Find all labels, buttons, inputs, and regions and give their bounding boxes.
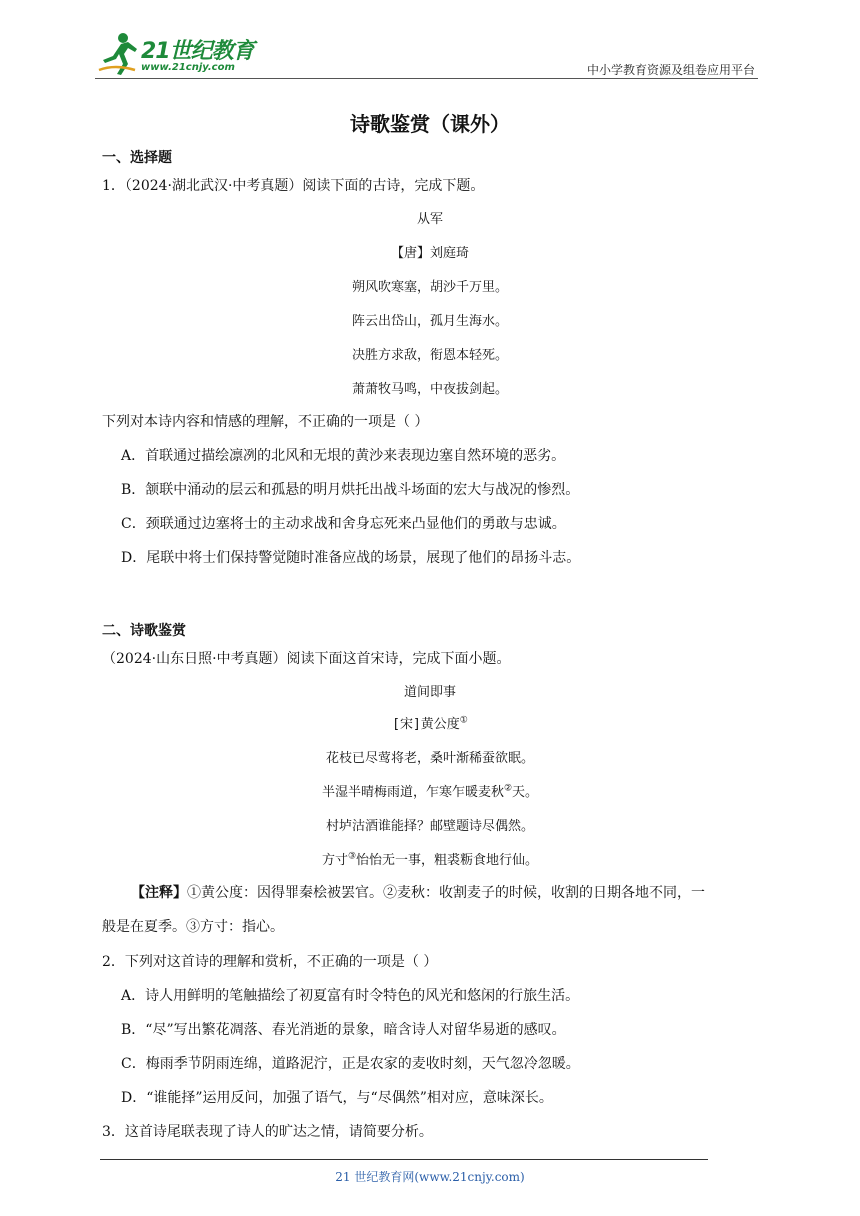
poem1-line: 朔风吹寒塞，胡沙千万里。 (351, 280, 508, 295)
header-divider (95, 78, 758, 79)
q1-option-a: A．首联通过描绘凛冽的北风和无垠的黄沙来表现边塞自然环境的恶劣。 (121, 448, 566, 464)
q3-question: 3．这首诗尾联表现了诗人的旷达之情，请简要分析。 (102, 1124, 433, 1140)
poem1-line: 萧萧牧马鸣，中夜拔剑起。 (351, 382, 508, 397)
section2-heading: 二、诗歌鉴赏 (102, 623, 186, 639)
runner-logo-icon (95, 30, 139, 76)
q1-option-b: B．颔联中涌动的层云和孤悬的明月烘托出战斗场面的宏大与战况的惨烈。 (121, 482, 580, 498)
poem1-title: 从军 (416, 212, 443, 227)
footer-divider (100, 1159, 708, 1160)
logo-url: www.21cnjy.com (141, 62, 235, 73)
note-line2: 般是在夏季。③方寸：指心。 (102, 919, 284, 935)
poem2-line: 半湿半晴梅雨道，乍寒乍暖麦秋②天。 (321, 783, 539, 800)
poem1-line: 阵云出岱山，孤月生海水。 (351, 314, 508, 329)
q2-option-b: B．“尽”写出繁花凋落、春光消逝的景象，暗含诗人对留华易逝的感叹。 (121, 1022, 566, 1038)
poem1-author: 【唐】刘庭琦 (390, 246, 469, 261)
poem2-author: [宋]黄公度① (392, 715, 468, 732)
footer-link[interactable]: 21 世纪教育网(www.21cnjy.com) (335, 1170, 525, 1184)
q2-option-d: D．“谁能择”运用反问，加强了语气，与“尽偶然”相对应，意味深长。 (121, 1090, 553, 1106)
q1-intro: 1．（2024·湖北武汉·中考真题）阅读下面的古诗，完成下题。 (102, 178, 485, 194)
platform-name: 中小学教育资源及组卷应用平台 (586, 63, 755, 77)
q1-option-d: D．尾联中将士们保持警觉随时准备应战的场景，展现了他们的昂扬斗志。 (121, 550, 581, 566)
poem2-line: 花枝已尽莺将老，桑叶渐稀蚕欲眠。 (325, 751, 534, 766)
poem2-line: 村垆沽酒谁能择？邮壁题诗尽偶然。 (325, 819, 534, 834)
logo-text: 21世纪教育 (141, 39, 254, 64)
q2-option-a: A．诗人用鲜明的笔触描绘了初夏富有时令特色的风光和悠闲的行旅生活。 (121, 988, 580, 1004)
poem1-line: 决胜方求敌，衔恩本轻死。 (351, 348, 508, 363)
section1-heading: 一、选择题 (102, 150, 172, 166)
poem2-line: 方寸③怡怡无一事，粗裘粝食地行仙。 (321, 851, 539, 868)
q1-question: 下列对本诗内容和情感的理解，不正确的一项是（ ） (102, 414, 429, 430)
q1-option-c: C．颈联通过边塞将士的主动求战和舍身忘死来凸显他们的勇敢与忠诚。 (121, 516, 566, 532)
poem2-title: 道间即事 (403, 685, 456, 700)
page-title: 诗歌鉴赏（课外） (350, 112, 510, 136)
note-line1: 【注释】①黄公度：因得罪秦桧被罢官。②麦秋：收割麦子的时候，收割的日期各地不同，一 (131, 885, 705, 901)
q2-question: 2．下列对这首诗的理解和赏析，不正确的一项是（ ） (102, 954, 438, 970)
section2-intro: （2024·山东日照·中考真题）阅读下面这首宋诗，完成下面小题。 (102, 651, 511, 667)
q2-option-c: C．梅雨季节阴雨连绵，道路泥泞，正是农家的麦收时刻，天气忽冷忽暖。 (121, 1056, 580, 1072)
site-logo (95, 30, 265, 80)
